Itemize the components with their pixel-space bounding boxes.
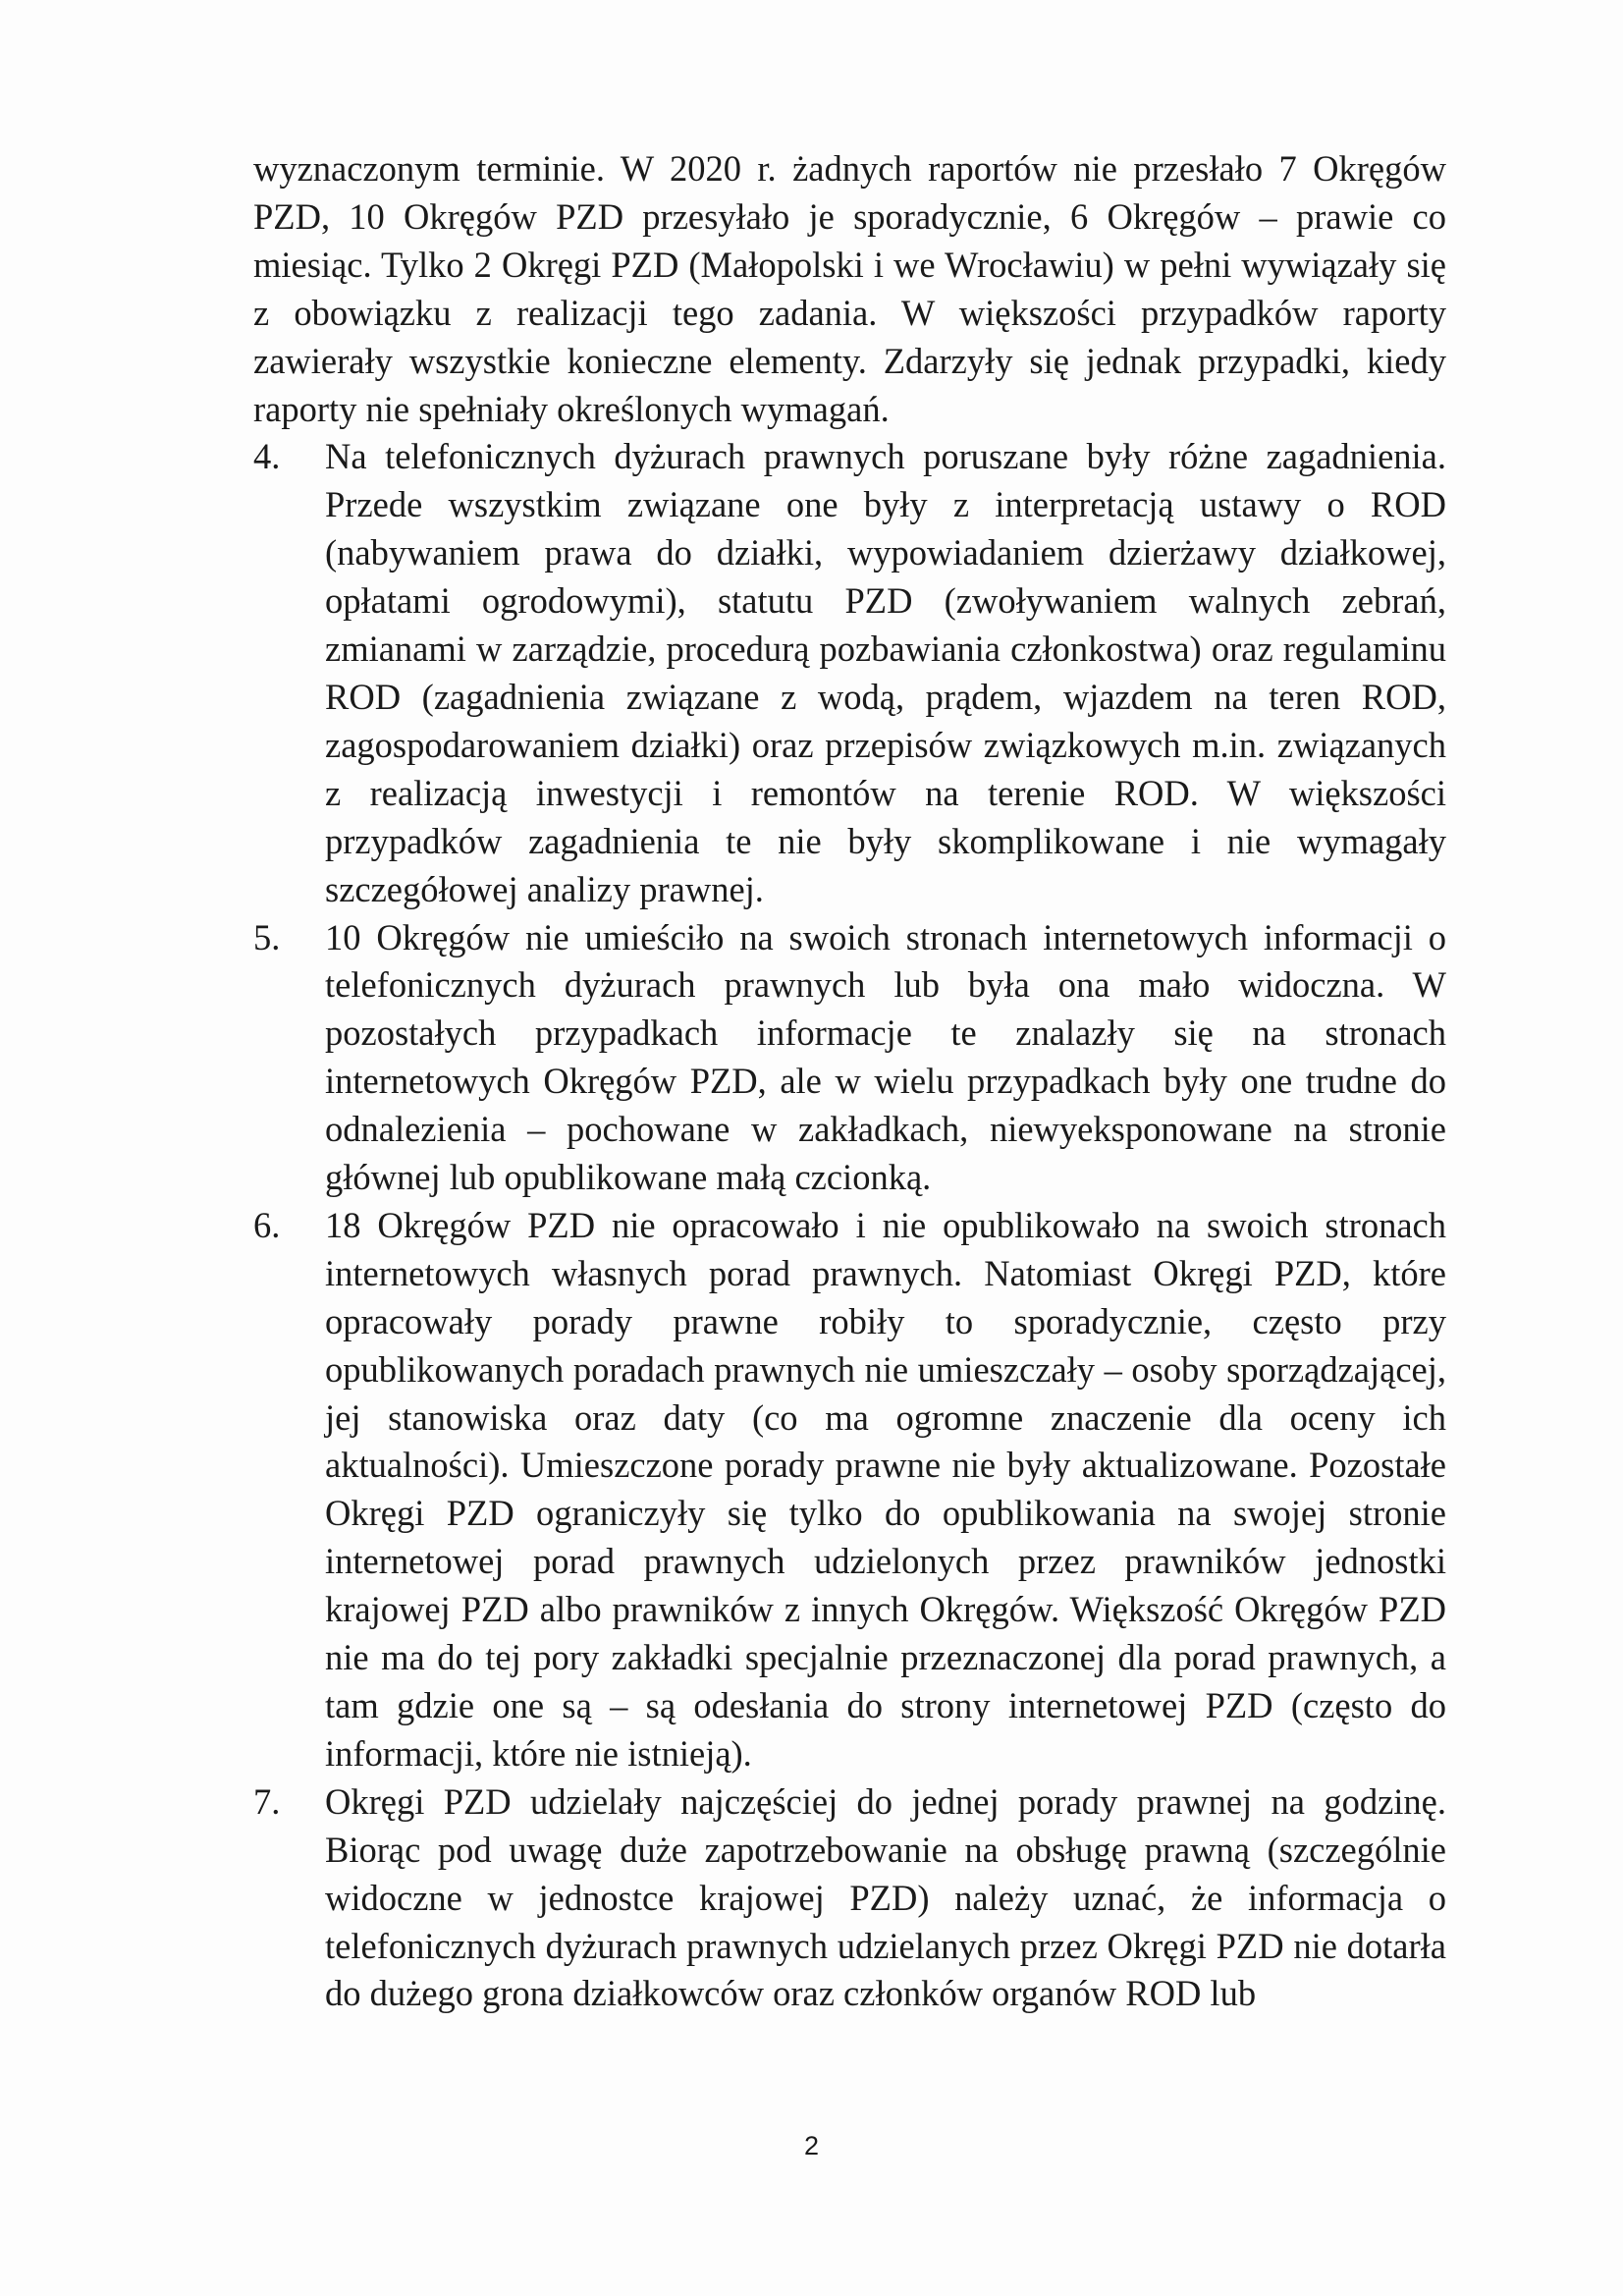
list-item-text: 10 Okręgów nie umieściło na swoich stronach internetowych informacji o telefonicznych dyżurach prawnych lub była ona mało widoczna. W pozostałych przypadkach informacje te znalazły się na stronach internetowych Okręgów PZD, ale w wielu przypadkach były one trudne do odnalezienia – pochowane w zakładkach, niewyeksponowane na stronie głównej lub opublikowane małą czcionką.	[325, 916, 1446, 1198]
list-item-number: 4.	[253, 436, 281, 477]
intro-paragraph: wyznaczonym terminie. W 2020 r. żadnych raportów nie przesłało 7 Okręgów PZD, 10 Okręgów PZD przesyłało je sporadycznie, 6 Okręgów – prawie co miesiąc. Tylko 2 Okręgi PZD (Małopolski i we Wrocławiu) w pełni wywiązały się z obowiązku z realizacji tego zadania. W większości przypadków raporty zawierały wszystkie konieczne elementy. Zdarzyły się jednak przypadki, kiedy raporty nie spełniały określonych wymagań.	[253, 148, 1446, 429]
list-item	[253, 914, 1446, 1202]
document-body	[253, 145, 1446, 2018]
page-number: 2	[803, 2131, 820, 2160]
list-item	[253, 1202, 1446, 1778]
list-item-text: 18 Okręgów PZD nie opracowało i nie opublikowało na swoich stronach internetowych własnych porad prawnych. Natomiast Okręgi PZD, które opracowały porady prawne robiły to sporadycznie, często przy opublikowanych poradach prawnych nie umieszczały – osoby sporządzającej, jej stanowiska oraz daty (co ma ogromne znaczenie dla oceny ich aktualności). Umieszczone porady prawne nie były aktualizowane. Pozostałe Okręgi PZD ograniczyły się tylko do opublikowania na swojej stronie internetowej porad prawnych udzielonych przez prawników jednostki krajowej PZD albo prawników z innych Okręgów. Większość Okręgów PZD nie ma do tej pory zakładki specjalnie przeznaczonej dla porad prawnych, a tam gdzie one są – są odesłania do strony internetowej PZD (często do informacji, które nie istnieją).	[325, 1204, 1446, 1774]
list-item-number: 5.	[253, 916, 281, 957]
list-item	[253, 1778, 1446, 2019]
list-item	[253, 433, 1446, 913]
list-item-number: 6.	[253, 1204, 281, 1245]
list-item-number: 7.	[253, 1780, 281, 1822]
numbered-list	[253, 433, 1446, 2018]
list-item-text: Na telefonicznych dyżurach prawnych poruszane były różne zagadnienia. Przede wszystkim związane one były z interpretacją ustawy o ROD (nabywaniem prawa do działki, wypowiadaniem dzierżawy działkowej, opłatami ogrodowymi), statutu PZD (zwoływaniem walnych zebrań, zmianami w zarządzie, procedurą pozbawiania członkostwa) oraz regulaminu ROD (zagadnienia związane z wodą, prądem, wjazdem na teren ROD, zagospodarowaniem działki) oraz przepisów związkowych m.in. związanych z realizacją inwestycji i remontów na terenie ROD. W większości przypadków zagadnienia te nie były skomplikowane i nie wymagały szczegółowej analizy prawnej.	[325, 436, 1446, 909]
list-item-text: Okręgi PZD udzielały najczęściej do jednej porady prawnej na godzinę. Biorąc pod uwagę duże zapotrzebowanie na obsługę prawną (szczególnie widoczne w jednostce krajowej PZD) należy uznać, że informacja o telefonicznych dyżurach prawnych udzielanych przez Okręgi PZD nie dotarła do dużego grona działkowców oraz członków organów ROD lub	[325, 1780, 1446, 2014]
